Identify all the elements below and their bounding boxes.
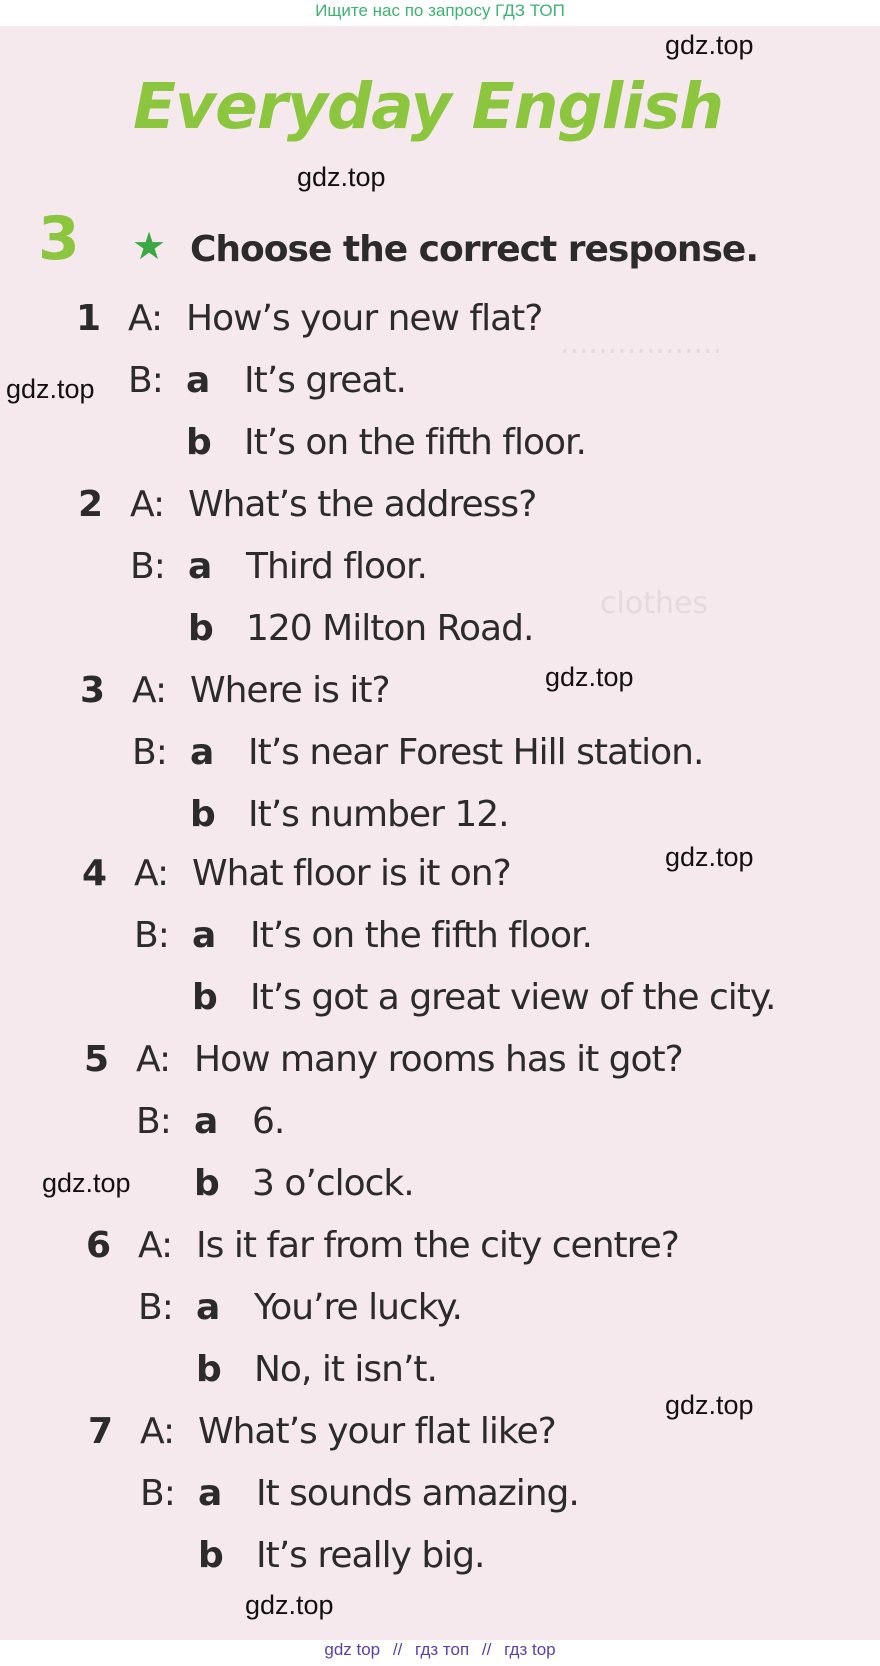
watermark: gdz.top <box>6 374 95 404</box>
question-text: What’s your flat like? <box>198 1411 556 1452</box>
dialogue-line <box>82 853 511 894</box>
item-number: 3 <box>80 670 105 711</box>
dialogue-line <box>82 977 775 1018</box>
question-text: What floor is it on? <box>192 853 511 894</box>
item-number: 1 <box>76 298 101 339</box>
speaker-b-label: B: <box>136 1101 171 1142</box>
answer-a-text: It sounds amazing. <box>256 1473 579 1514</box>
watermark: gdz.top <box>297 162 386 192</box>
answer-b-text: 3 o’clock. <box>252 1163 414 1204</box>
dialogue-line <box>84 1039 683 1080</box>
speaker-b-label: B: <box>134 915 169 956</box>
watermark: gdz.top <box>665 30 754 60</box>
speaker-a-label: A: <box>128 298 163 339</box>
speaker-b-label: B: <box>138 1287 173 1328</box>
dialogue-line <box>88 1535 485 1576</box>
dialogue-line <box>78 484 536 525</box>
option-a-label: a <box>196 1287 220 1328</box>
dialogue-line <box>86 1287 462 1328</box>
option-b-label: b <box>188 608 213 649</box>
option-a-label: a <box>198 1473 222 1514</box>
item-number: 4 <box>82 853 107 894</box>
speaker-a-label: A: <box>140 1411 175 1452</box>
answer-a-text: It’s near Forest Hill station. <box>248 732 704 773</box>
watermark: gdz.top <box>545 662 634 692</box>
dialogue-line <box>80 732 703 773</box>
dialogue-line <box>80 670 390 711</box>
question-text: How’s your new flat? <box>186 298 543 339</box>
speaker-b-label: B: <box>132 732 167 773</box>
speaker-b-label: B: <box>140 1473 175 1514</box>
answer-b-text: No, it isn’t. <box>254 1349 437 1390</box>
option-b-label: b <box>194 1163 219 1204</box>
option-a-label: a <box>194 1101 218 1142</box>
item-number: 7 <box>88 1411 113 1452</box>
speaker-a-label: A: <box>132 670 167 711</box>
answer-a-text: Third floor. <box>246 546 427 587</box>
dialogue-line <box>84 1163 414 1204</box>
option-b-label: b <box>192 977 217 1018</box>
speaker-a-label: A: <box>136 1039 171 1080</box>
dialogue-line <box>88 1411 556 1452</box>
exercise-instruction: Choose the correct response. <box>190 229 759 270</box>
answer-b-text: It’s on the fifth floor. <box>244 422 586 463</box>
textbook-page: ................. clothes Everyday English 3 ★ Choose the correct response. 1 A: How’s your new flat? B: a It’s great. b It’s on the fifth floor. 2 A: What’s the address? B: a Third floor. b 120 Milton Road. 3 A: Where is it? B: a It’s near Forest Hill station. b It’s number 12. 4 A: What floor is it on? B: a It’s on the fifth floor. b It’s got a great view of the city. 5 A: How many rooms has it got? B: a 6. b 3 o’clock. 6 A: Is it far from the city centre? B: a You’re lucky. b No, it isn’t. 7 A: What’s your flat like? B: a It sounds amazing. b It’s really big. <box>0 26 880 1640</box>
option-a-label: a <box>186 360 210 401</box>
speaker-a-label: A: <box>130 484 165 525</box>
dialogue-line <box>80 794 509 835</box>
dialogue-line <box>88 1473 579 1514</box>
speaker-a-label: A: <box>134 853 169 894</box>
option-a-label: a <box>188 546 212 587</box>
exercise-number: 3 <box>38 204 80 274</box>
question-text: What’s the address? <box>188 484 537 525</box>
separator: // <box>392 1640 403 1659</box>
separator: // <box>481 1640 492 1659</box>
item-number: 2 <box>78 484 103 525</box>
option-b-label: b <box>196 1349 221 1390</box>
dialogue-line <box>78 546 427 587</box>
option-a-label: a <box>190 732 214 773</box>
dialogue-line <box>78 608 533 649</box>
speaker-b-label: B: <box>128 360 163 401</box>
question-text: How many rooms has it got? <box>194 1039 683 1080</box>
answer-a-text: It’s on the fifth floor. <box>250 915 592 956</box>
option-b-label: b <box>198 1535 223 1576</box>
question-text: Where is it? <box>190 670 390 711</box>
watermark: gdz.top <box>665 842 754 872</box>
answer-a-text: It’s great. <box>244 360 407 401</box>
star-icon: ★ <box>132 224 167 268</box>
item-number: 6 <box>86 1225 111 1266</box>
bottom-link-1[interactable]: gdz top <box>324 1640 381 1659</box>
option-a-label: a <box>192 915 216 956</box>
dialogue-line <box>76 360 406 401</box>
bottom-link-2[interactable]: гдз топ <box>415 1640 470 1659</box>
option-b-label: b <box>190 794 215 835</box>
dialogue-line <box>86 1225 679 1266</box>
bottom-banner <box>0 1640 880 1660</box>
question-text: Is it far from the city centre? <box>196 1225 679 1266</box>
dialogue-line <box>76 422 586 463</box>
dialogue-line <box>86 1349 437 1390</box>
watermark: gdz.top <box>665 1390 754 1420</box>
option-b-label: b <box>186 422 211 463</box>
dialogue-line <box>76 298 542 339</box>
answer-b-text: It’s number 12. <box>248 794 509 835</box>
bottom-link-3[interactable]: гдз top <box>504 1640 556 1659</box>
watermark: gdz.top <box>245 1590 334 1620</box>
answer-a-text: You’re lucky. <box>254 1287 462 1328</box>
speaker-b-label: B: <box>130 546 165 587</box>
section-title: Everyday English <box>133 70 724 143</box>
answer-b-text: It’s got a great view of the city. <box>250 977 776 1018</box>
watermark: gdz.top <box>42 1168 131 1198</box>
answer-b-text: It’s really big. <box>256 1535 485 1576</box>
speaker-a-label: A: <box>138 1225 173 1266</box>
dialogue-line <box>84 1101 284 1142</box>
top-banner: Ищите нас по запросу ГДЗ ТОП <box>315 1 565 20</box>
answer-b-text: 120 Milton Road. <box>246 608 534 649</box>
item-number: 5 <box>84 1039 109 1080</box>
dialogue-line <box>82 915 592 956</box>
answer-a-text: 6. <box>252 1101 285 1142</box>
